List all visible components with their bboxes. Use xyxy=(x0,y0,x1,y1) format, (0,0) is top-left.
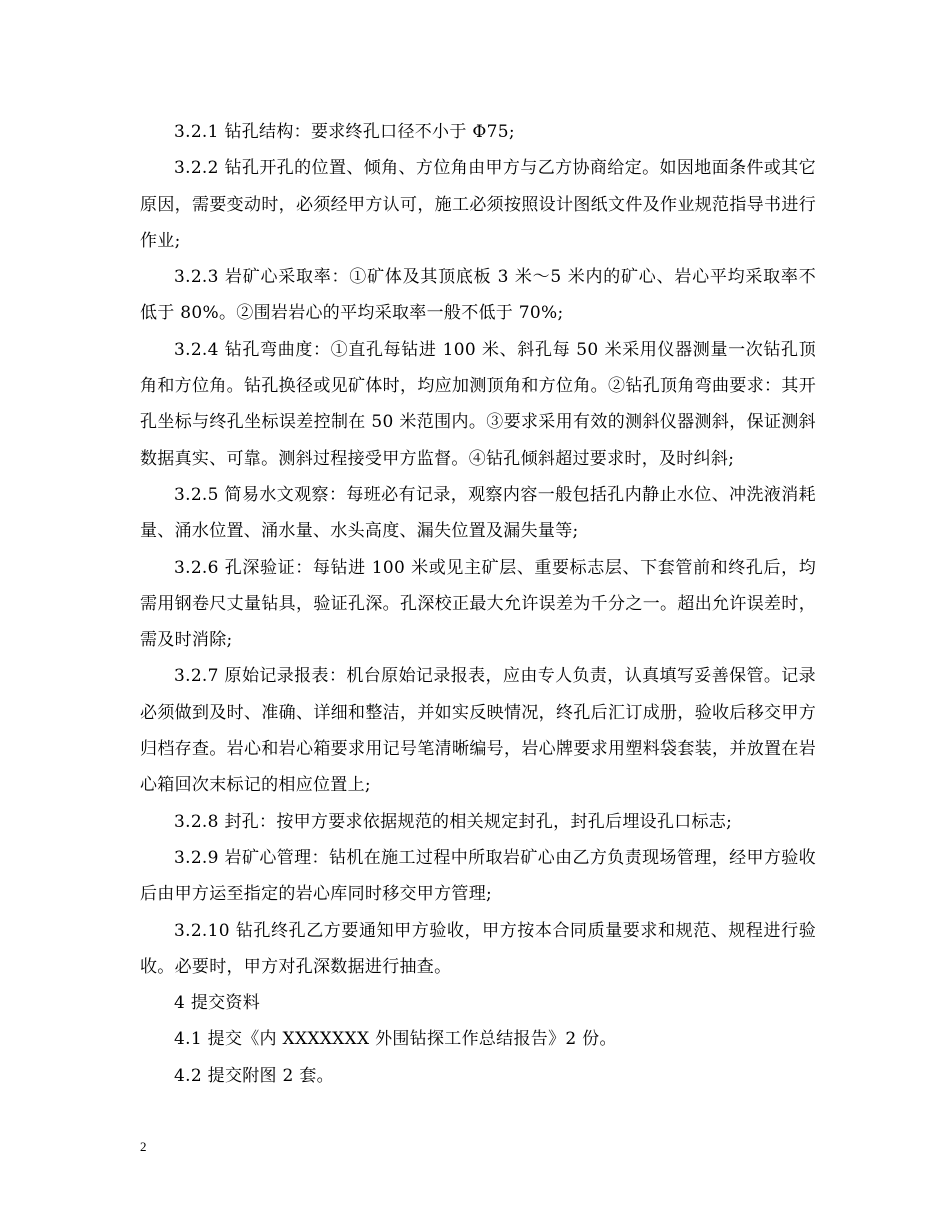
paragraph-4-1: 4.1 提交《内 XXXXXXX 外围钻探工作总结报告》2 份。 xyxy=(174,1029,617,1050)
paragraph-3-2-4: 3.2.4 钻孔弯曲度：①直孔每钻进 100 米、斜孔每 50 米采用仪器测量一次钻孔顶角和方位角。钻孔换径或见矿体时，均应加测顶角和方位角。②钻孔顶角弯曲要求：其开孔坐标与终孔坐标误差控制在 50 米范围内。③要求采用有效的测斜仪器测斜，保证测斜数据真实、可靠。测斜过程接受甲方监督。④钻孔倾斜超过要求时，及时纠斜; xyxy=(140,339,816,469)
paragraph-3-2-7: 3.2.7 原始记录报表：机台原始记录报表，应由专人负责，认真填写妥善保管。记录必须做到及时、准确、详细和整洁，并如实反映情况，终孔后汇订成册，验收后移交甲方归档存查。岩心和岩心箱要求用记号笔清晰编号，岩心牌要求用塑料袋套装，并放置在岩心箱回次末标记的相应位置上; xyxy=(140,666,816,796)
section-heading-4: 4 提交资料 xyxy=(174,993,261,1014)
page-number: 2 xyxy=(140,1139,147,1154)
document-body xyxy=(140,114,816,1094)
paragraph-3-2-3: 3.2.3 岩矿心采取率：①矿体及其顶底板 3 米～5 米内的矿心、岩心平均采取率不低于 80%。②围岩岩心的平均采取率一般不低于 70%; xyxy=(140,267,816,324)
paragraph-3-2-6: 3.2.6 孔深验证：每钻进 100 米或见主矿层、重要标志层、下套管前和终孔后，均需用钢卷尺丈量钻具，验证孔深。孔深校正最大允许误差为千分之一。超出允许误差时，需及时消除; xyxy=(140,557,816,651)
paragraph-3-2-8: 3.2.8 封孔：按甲方要求依据规范的相关规定封孔，封孔后埋设孔口标志; xyxy=(174,811,733,832)
paragraph-4-2: 4.2 提交附图 2 套。 xyxy=(174,1065,334,1086)
paragraph-3-2-9: 3.2.9 岩矿心管理：钻机在施工过程中所取岩矿心由乙方负责现场管理，经甲方验收后由甲方运至指定的岩心库同时移交甲方管理; xyxy=(140,847,816,905)
paragraph-3-2-5: 3.2.5 简易水文观察：每班必有记录，观察内容一般包括孔内静止水位、冲洗液消耗量、涌水位置、涌水量、水头高度、漏失位置及漏失量等; xyxy=(140,484,816,542)
paragraph-3-2-1: 3.2.1 钻孔结构：要求终孔口径不小于 Φ75; xyxy=(174,122,515,142)
paragraph-3-2-10: 3.2.10 钻孔终孔乙方要通知甲方验收，甲方按本合同质量要求和规范、规程进行验收。必要时，甲方对孔深数据进行抽查。 xyxy=(140,920,816,977)
paragraph-3-2-2: 3.2.2 钻孔开孔的位置、倾角、方位角由甲方与乙方协商给定。如因地面条件或其它原因，需要变动时，必须经甲方认可，施工必须按照设计图纸文件及作业规范指导书进行作业; xyxy=(140,158,816,251)
